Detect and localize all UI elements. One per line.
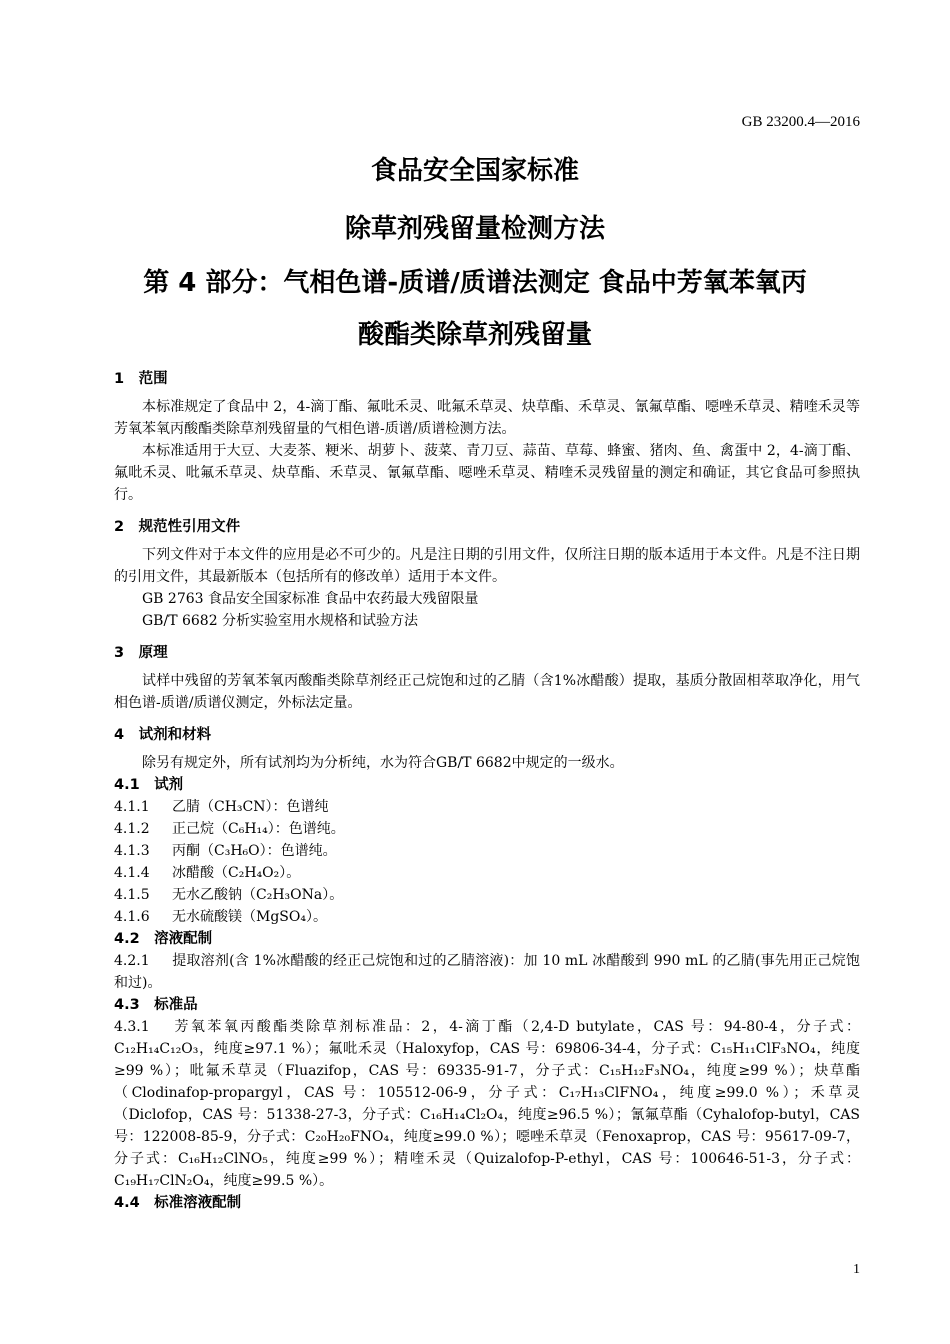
reagent-number: 4.1.3 <box>114 843 150 859</box>
reference-gbt-6682: GB/T 6682 分析实验室用水规格和试验方法 <box>142 613 419 629</box>
reagent-item <box>114 884 860 906</box>
reagent-item <box>114 862 860 884</box>
section-1-paragraph-1: 本标准规定了食品中 2，4-滴丁酯、氟吡禾灵、吡氟禾草灵、炔草酯、禾草灵、氰氟草酯、噁唑禾草灵、精喹禾灵等芳氧苯氧丙酸酯类除草剂残留量的气相色谱-质谱/质谱检测方法。 <box>114 399 860 437</box>
section-4-1-heading: 4.1 试剂 <box>114 777 184 793</box>
section-4-3-heading: 4.3 标准品 <box>114 997 198 1013</box>
reagent-formula: MgSO₄ <box>256 909 306 925</box>
clause-text: 芳氧苯氧丙酸酯类除草剂标准品：2，4-滴丁酯（2,4-D butylate，CAS 号：94-80-4，分子式：C₁₂H₁₄C₁₂O₃，纯度≥97.1 %）；氟吡禾灵（Haloxyfop，CAS 号：69806-34-4，分子式：C₁₅H₁₁ClF₃NO₄，纯度≥99 %）；吡氟禾草灵（Fluazifop，CAS 号：69335-91-7，分子式：C₁₅H₁₂F₃NO₄，纯度≥99 %）；炔草酯（Clodinafop-propargyl，CAS 号：105512-06-9，分子式：C₁₇H₁₃ClFNO₄，纯度≥99.0 %）；禾草灵（Diclofop，CAS 号：51338-27-3，分子式：C₁₆H₁₄Cl₂O₄，纯度≥96.5 %）；氰氟草酯（Cyhalofop-butyl，CAS 号：122008-85-9，分子式：C₂₀H₂₀FNO₄，纯度≥99.0 %）；噁唑禾草灵（Fenoxaprop，CAS 号：95617-09-7，分子式：C₁₆H₁₂ClNO₅，纯度≥99 %）；精喹禾灵（Quizalofop-P-ethyl，CAS 号：100646-51-3，分子式：C₁₉H₁₇ClN₂O₄，纯度≥99.5 %）。 <box>114 1019 860 1189</box>
reagent-name: 无水硫酸镁（ <box>172 909 256 925</box>
reagent-item <box>114 818 860 840</box>
reagent-name: 乙腈（ <box>172 799 214 815</box>
standard-number: GB 23200.4—2016 <box>741 114 860 130</box>
clause-number: 4.2.1 <box>114 953 150 969</box>
reagent-number: 4.1.5 <box>114 887 150 903</box>
reagent-number: 4.1.4 <box>114 865 150 881</box>
reagent-item <box>114 840 860 862</box>
reagent-name: 丙酮（ <box>172 843 214 859</box>
section-4-heading: 4 试剂和材料 <box>114 727 212 743</box>
reagent-number: 4.1.1 <box>114 799 150 815</box>
reagent-note: ）。 <box>305 909 327 925</box>
reagent-item <box>114 906 860 928</box>
reagent-note: ）：色谱纯 <box>265 799 329 815</box>
reagent-note: ）：色谱纯。 <box>267 821 345 837</box>
reagent-item <box>114 796 860 818</box>
title-line-2: 除草剂残留量检测方法 <box>344 214 605 244</box>
reagent-formula: C₃H₆O <box>214 843 260 859</box>
section-3-paragraph-1: 试样中残留的芳氧苯氧丙酸酯类除草剂经正己烷饱和过的乙腈（含1%冰醋酸）提取，基质分散固相萃取净化，用气相色谱-质谱/质谱仪测定，外标法定量。 <box>114 673 860 711</box>
reagent-note: ）：色谱纯。 <box>259 843 337 859</box>
reagent-number: 4.1.6 <box>114 909 150 925</box>
reagent-name: 正己烷（ <box>172 821 228 837</box>
reagent-formula: C₂H₃ONa <box>256 887 323 903</box>
section-2-paragraph-1: 下列文件对于本文件的应用是必不可少的。凡是注日期的引用文件，仅所注日期的版本适用于本文件。凡是不注日期的引用文件，其最新版本（包括所有的修改单）适用于本文件。 <box>114 547 860 585</box>
section-4-4-heading: 4.4 标准溶液配制 <box>114 1195 242 1211</box>
section-1-heading: 1 范围 <box>114 371 168 387</box>
reference-gb-2763: GB 2763 食品安全国家标准 食品中农药最大残留限量 <box>142 591 479 607</box>
reagent-formula: CH₃CN <box>214 799 266 815</box>
standard-item-4-3-1 <box>114 1016 860 1192</box>
title-line-1: 食品安全国家标准 <box>370 156 579 186</box>
reagent-name: 无水乙酸钠（ <box>172 887 256 903</box>
section-3-heading: 3 原理 <box>114 645 168 661</box>
section-2-heading: 2 规范性引用文件 <box>114 519 241 535</box>
solution-item-4-2-1 <box>114 950 860 994</box>
section-4-2-heading: 4.2 溶液配制 <box>114 931 213 947</box>
reagent-note: ）。 <box>322 887 344 903</box>
section-1-paragraph-2: 本标准适用于大豆、大麦茶、粳米、胡萝卜、菠菜、青刀豆、蒜苗、草莓、蜂蜜、猪肉、鱼、禽蛋中 2，4-滴丁酯、氟吡禾灵、吡氟禾草灵、炔草酯、禾草灵、氰氟草酯、噁唑禾草灵、精喹禾灵残留量的测定和确证，其它食品可参照执行。 <box>114 443 860 503</box>
title-line-4: 酸酯类除草剂残留量 <box>357 320 592 350</box>
reagent-name: 冰醋酸（ <box>172 865 228 881</box>
reagent-formula: C₆H₁₄ <box>228 821 268 837</box>
clause-text: 提取溶剂(含 1%冰醋酸的经正己烷饱和过的乙腈溶液)：加 10 mL 冰醋酸到 990 mL 的乙腈(事先用正己烷饱和过)。 <box>114 953 860 991</box>
document-body <box>114 368 860 1214</box>
clause-number: 4.3.1 <box>114 1019 150 1035</box>
page-number: 1 <box>853 1262 860 1277</box>
reagent-number: 4.1.2 <box>114 821 150 837</box>
title-line-3: 第 4 部分：气相色谱-质谱/质谱法测定 食品中芳氧苯氧丙 <box>143 268 807 298</box>
reagent-formula: C₂H₄O₂ <box>228 865 280 881</box>
section-4-paragraph-1: 除另有规定外，所有试剂均为分析纯，水为符合GB/T 6682中规定的一级水。 <box>142 755 624 771</box>
reagent-note: ）。 <box>279 865 301 881</box>
